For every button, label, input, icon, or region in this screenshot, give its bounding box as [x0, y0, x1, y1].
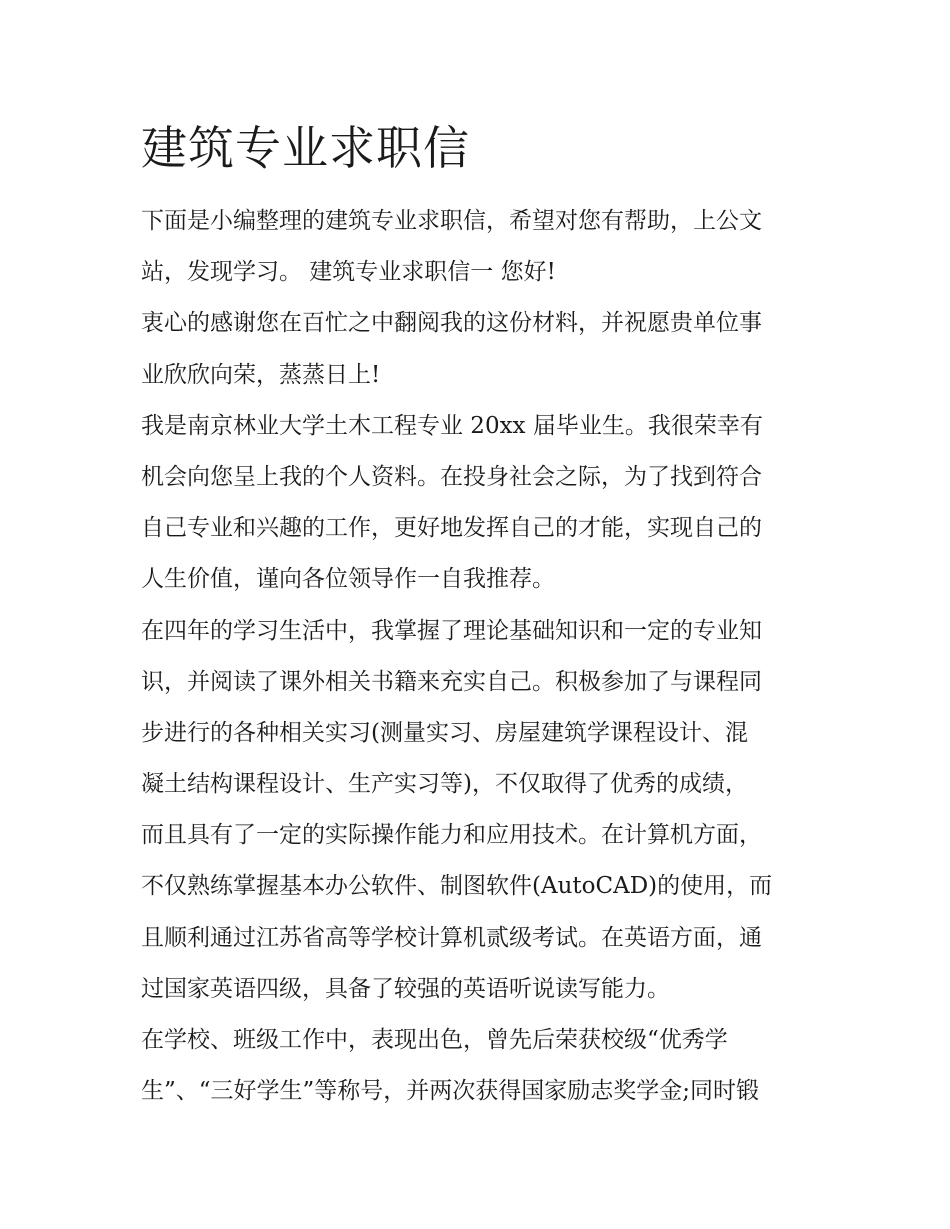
body-line: 步进行的各种相关实习(测量实习、房屋建筑学课程设计、混 [141, 719, 748, 746]
body-line: 识，并阅读了课外相关书籍来充实自己。积极参加了与课程同 [141, 668, 762, 695]
body-line: 且顺利通过江苏省高等学校计算机贰级考试。在英语方面，通 [141, 924, 762, 951]
body-line: 人生价值，谨向各位领导作一自我推荐。 [141, 566, 555, 593]
document-title: 建筑专业求职信 [141, 121, 470, 175]
body-line: 衷心的感谢您在百忙之中翻阅我的这份材料，并祝愿贵单位事 [141, 310, 762, 337]
body-line: 而且具有了一定的实际操作能力和应用技术。在计算机方面， [141, 822, 762, 849]
body-line: 机会向您呈上我的个人资料。在投身社会之际，为了找到符合 [141, 463, 762, 490]
body-line: 不仅熟练掌握基本办公软件、制图软件(AutoCAD)的使用，而 [141, 873, 773, 900]
body-line: 站，发现学习。 建筑专业求职信一 您好! [141, 259, 556, 286]
body-line: 生”、“三好学生”等称号，并两次获得国家励志奖学金;同时锻 [141, 1078, 760, 1105]
body-line: 凝土结构课程设计、生产实习等)，不仅取得了优秀的成绩， [141, 771, 748, 798]
body-line: 下面是小编整理的建筑专业求职信，希望对您有帮助，上公文 [141, 208, 762, 234]
body-line: 业欣欣向荣，蒸蒸日上! [141, 361, 381, 388]
body-line: 过国家英语四级，具备了较强的英语听说读写能力。 [141, 975, 670, 1002]
body-line: 自己专业和兴趣的工作，更好地发挥自己的才能，实现自己的 [141, 515, 762, 542]
body-line: 在四年的学习生活中，我掌握了理论基础知识和一定的专业知 [141, 617, 762, 644]
body-line: 我是南京林业大学土木工程专业 20xx 届毕业生。我很荣幸有 [141, 412, 763, 439]
document-body [141, 196, 821, 1117]
body-line: 在学校、班级工作中，表现出色，曾先后荣获校级“优秀学 [141, 1027, 728, 1053]
